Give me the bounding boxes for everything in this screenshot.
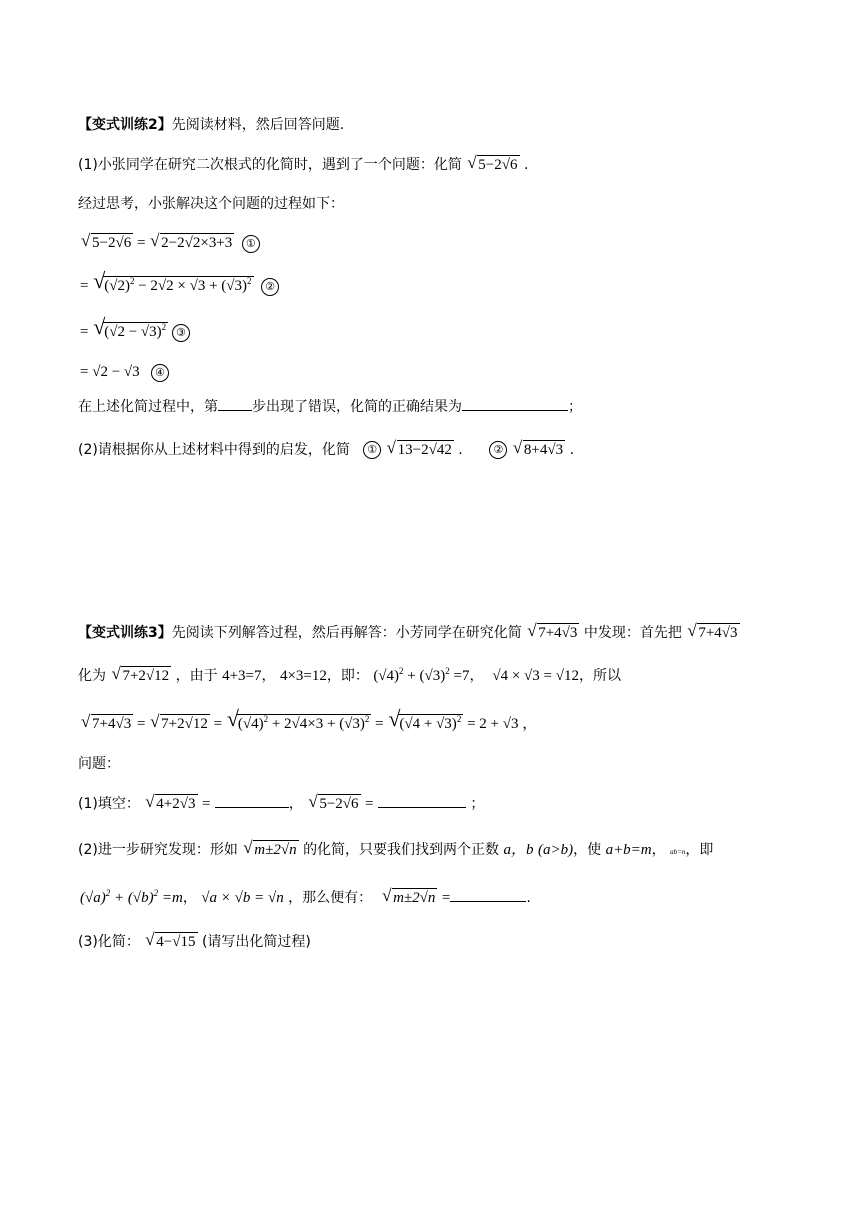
step1-lhs [81,231,133,255]
ex3-eq4: √4 × √3 = √12 [492,668,579,684]
find-error-text-a: 在上述化简过程中，第 [78,399,218,415]
step1-lhs-radicand: 5−2√6 [92,235,132,251]
ex3-p2-d: ，即 [685,842,714,858]
ex3-line2-radicand: 7+2√12 [122,668,170,684]
p2-radicand: m±2√n [254,842,297,858]
ex2-step2: = √ $(√2)^2 - 2√2 \times √3 + (√3)^2$ ② [80,274,279,298]
ex3-line2-a: 化为 [78,668,106,684]
step-marker-4: ④ [151,364,169,382]
ex3-intro-radical [527,621,579,645]
deriv-radicand-1: 7+4√3 [92,716,132,732]
ex3-intro-radical-2 [687,621,739,645]
step4-expr: √2 − √3 [92,364,140,380]
ex3-intro-radicand: 7+4√3 [538,625,578,641]
ex2-step1: √ 5−2√6 = √ 2−2√2×3+3 ① [80,231,260,255]
ex3-p1: (1)填空： √ 4+2√3 = ， √ 5−2√6 = ； [78,792,484,816]
ex3-line2-b: ，由于 [175,668,218,684]
q2-radicand-1: 13−2√42 [397,442,452,458]
ex3-eq1: 4+3=7 [222,668,262,684]
ex2-find-error: 在上述化简过程中，第 步出现了错误，化简的正确结果为 ； [78,395,582,419]
ex3-line2: 化为 √ 7+2√12 ，由于 4+3=7， 4×3=12，即： $(√4)^2 + (√3)^2 =7$， √4 × √3 = √12，所以 [78,664,621,688]
q2-radicand-2: 8+4√3 [523,442,564,458]
ex3-line2-d: ，所以 [578,668,621,684]
p1-radical-1 [145,792,197,816]
p2-radical-2 [382,886,437,910]
blank-p1-2[interactable] [378,793,466,808]
ex2-step3: = √ $(√2 - √3)^2$ ③ [80,320,190,344]
deriv-radicand-4: $(√4 + √3)^2$ [399,714,462,732]
p3-radical [145,930,197,954]
ex3-title: 【变式训练3】 [78,625,172,641]
p2-radical [243,838,298,862]
p2-eq2-rhs: =m [161,890,183,906]
q2-marker-2: ② [489,441,507,459]
ex2-q1: (1)小张同学在研究二次根式的化简时，遇到了一个问题：化简 √ 5−2√6 . [78,153,528,177]
ex3-p2: (2)进一步研究发现：形如 √ m±2√n 的化简，只要我们找到两个正数 a，b (a>b)，使 a+b=m， ab=n，即 [78,838,713,864]
ex3-p2-ab: a，b [503,842,534,858]
step-marker-1: ① [242,235,260,253]
deriv-radicand-3: $(√4)^2 + 2√4\times 3 + (√3)^2$ [237,714,370,732]
deriv-radical-4 [388,712,463,736]
step1-rhs [150,231,234,255]
ex3-p2-cond: (a>b) [537,842,574,858]
ex3-eq3-rhs: =7 [453,668,470,684]
ex2-intro: 先阅读材料，然后回答问题. [171,117,345,133]
ex3-line2-radical [111,664,171,688]
step3-radicand: $(√2 - √3)^2$ [104,322,167,340]
step2-radicand: $(√2)^2 - 2√2 \times √3 + (√3)^2$ [104,276,252,294]
blank-step-number[interactable] [218,396,252,411]
ex2-title: 【变式训练2】 [78,117,172,133]
ex3-p1-label: (1)填空： [78,796,140,812]
ex3-p3 [78,930,311,954]
ex2-q2-text: (2)请根据你从上述材料中得到的启发，化简 [78,442,350,458]
blank-p1-1[interactable] [215,793,289,808]
p2-radicand-2: m±2√n [393,890,436,906]
step3-radical [93,320,168,344]
ex3-p2-line2: $(√a)^2 + (√b)^2 =m$， √a × √b = √n ，那么便有： √ m±2√n = . [80,886,531,910]
step-marker-2: ② [261,278,279,296]
ex2-thinking [78,192,344,216]
blank-correct-result[interactable] [462,396,568,411]
ex3-eq2: 4×3=12 [279,668,327,684]
ex3-title-line [78,621,740,645]
q2-radical-2 [513,438,565,462]
p2-eq2: $(√a)^2 + (√b)^2 =m$ [80,888,183,906]
ex2-q1-text: (1)小张同学在研究二次根式的化简时，遇到了一个问题：化简 [78,157,462,173]
ex2-q2: (2)请根据你从上述材料中得到的启发，化简 ① √ 13−2√42 . ② √ 8+4√3 . [78,438,574,462]
deriv-radical-1 [81,712,133,736]
find-error-text-b: 步出现了错误，化简的正确结果为 [252,399,462,415]
q2-radical-1 [387,438,454,462]
deriv-radicand-2: 7+2√12 [161,716,208,732]
ex3-line2-c: ，即： [326,668,369,684]
ex3-intro-a: 先阅读下列解答过程，然后再解答：小芳同学在研究化简 [171,625,522,641]
step-marker-3: ③ [172,324,190,342]
deriv-radical-3 [227,712,372,736]
ex2-title-line [78,113,344,137]
ex3-eq3: $(√4)^2 + (√3)^2 =7$ [373,666,470,684]
p1-radicand-2: 5−2√6 [319,796,359,812]
ex3-p3-label: (3)化简： [78,934,140,950]
ex3-p2-a: (2)进一步研究发现：形如 [78,842,238,858]
ex3-p2-c: ，使 [573,842,602,858]
ex3-p2-eq1: a+b=m [605,842,652,858]
ex3-p3-note: (请写出化简过程) [201,934,311,950]
ex3-intro-radicand-2: 7+4√3 [698,625,738,641]
ex2-thinking-text: 经过思考，小张解决这个问题的过程如下： [78,196,344,212]
ex2-step4: = √2 − √3 ④ [80,360,169,384]
ex3-question-text: 问题： [78,756,120,772]
step2-radical [93,274,253,298]
step1-rhs-radicand: 2−2√2×3+3 [161,235,233,251]
deriv-radical-2 [150,712,210,736]
p1-radicand-1: 4+2√3 [156,796,196,812]
ex2-q1-radicand: 5−2√6 [478,157,518,173]
ex3-question [78,752,120,776]
ex3-intro-b: 中发现：首先把 [583,625,682,641]
ex3-derivation: √ 7+4√3 = √ 7+2√12 = √ $(√4)^2 + 2√4\times 3 + (√3)^2$ = √ $(√4 + √3)^2 = 2 + √3$ ， [80,712,537,736]
ex3-p2-tiny: ab=n [670,848,686,856]
blank-p2[interactable] [450,887,526,902]
ex2-q1-radical [467,153,519,177]
p1-radical-2 [308,792,360,816]
q2-marker-1: ① [363,441,381,459]
p3-radicand: 4−√15 [156,934,196,950]
ex3-p2-line2-b: ，那么便有： [288,890,373,906]
ex3-p2-b: 的化简，只要我们找到两个正数 [303,842,500,858]
p2-eq3: √a × √b = √n [201,890,284,906]
